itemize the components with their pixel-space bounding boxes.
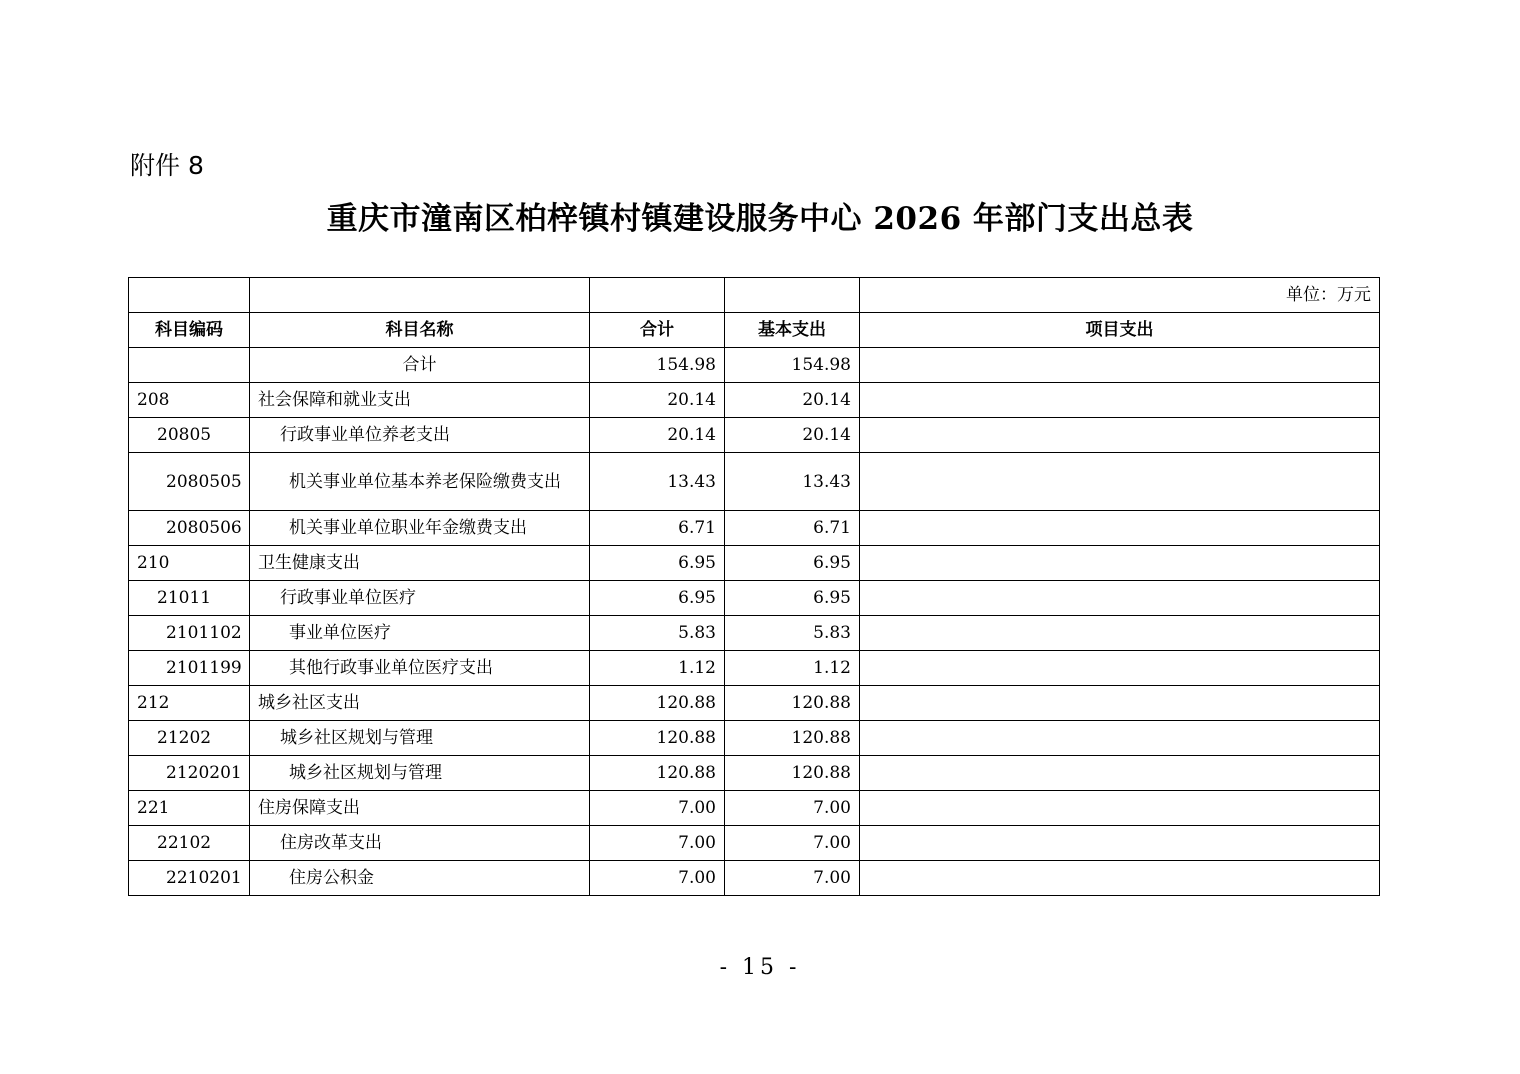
unit-label: 单位：万元 — [860, 278, 1380, 313]
row-basic: 1.12 — [725, 651, 860, 686]
row-code: 2101199 — [129, 651, 250, 686]
row-basic: 7.00 — [725, 791, 860, 826]
row-total: 1.12 — [590, 651, 725, 686]
row-code: 2080505 — [129, 453, 250, 511]
row-basic: 13.43 — [725, 453, 860, 511]
row-total: 13.43 — [590, 453, 725, 511]
table-row — [129, 791, 1380, 826]
row-name: 机关事业单位基本养老保险缴费支出 — [250, 453, 590, 511]
table-row — [129, 651, 1380, 686]
row-project — [860, 418, 1380, 453]
row-basic: 20.14 — [725, 418, 860, 453]
row-name: 城乡社区规划与管理 — [250, 721, 590, 756]
table-row — [129, 581, 1380, 616]
total-row — [129, 348, 1380, 383]
row-basic: 6.95 — [725, 546, 860, 581]
row-project — [860, 546, 1380, 581]
table-row — [129, 756, 1380, 791]
row-name: 卫生健康支出 — [250, 546, 590, 581]
row-code: 21011 — [129, 581, 250, 616]
table-row — [129, 453, 1380, 511]
page-number: - 15 - — [719, 955, 801, 980]
table-row — [129, 686, 1380, 721]
row-total: 20.14 — [590, 418, 725, 453]
row-project — [860, 861, 1380, 896]
row-code: 212 — [129, 686, 250, 721]
table-row — [129, 861, 1380, 896]
header-name: 科目名称 — [250, 313, 590, 348]
total-project — [860, 348, 1380, 383]
row-name: 其他行政事业单位医疗支出 — [250, 651, 590, 686]
row-total: 5.83 — [590, 616, 725, 651]
row-total: 7.00 — [590, 791, 725, 826]
row-basic: 20.14 — [725, 383, 860, 418]
row-name: 行政事业单位医疗 — [250, 581, 590, 616]
table-row — [129, 383, 1380, 418]
row-name: 社会保障和就业支出 — [250, 383, 590, 418]
row-total: 7.00 — [590, 826, 725, 861]
row-basic: 120.88 — [725, 686, 860, 721]
row-code: 2210201 — [129, 861, 250, 896]
row-basic: 7.00 — [725, 861, 860, 896]
total-name: 合计 — [250, 348, 590, 383]
row-project — [860, 651, 1380, 686]
row-code: 22102 — [129, 826, 250, 861]
row-basic: 5.83 — [725, 616, 860, 651]
row-total: 6.71 — [590, 511, 725, 546]
table-row — [129, 721, 1380, 756]
expenditure-table — [128, 277, 1380, 896]
total-basic: 154.98 — [725, 348, 860, 383]
row-project — [860, 383, 1380, 418]
row-code: 210 — [129, 546, 250, 581]
row-project — [860, 686, 1380, 721]
row-total: 120.88 — [590, 756, 725, 791]
header-row — [129, 313, 1380, 348]
row-basic: 7.00 — [725, 826, 860, 861]
row-code: 221 — [129, 791, 250, 826]
row-code: 2101102 — [129, 616, 250, 651]
page-title: 重庆市潼南区柏梓镇村镇建设服务中心 2026 年部门支出总表 — [326, 201, 1194, 237]
table-row — [129, 511, 1380, 546]
table-row — [129, 418, 1380, 453]
row-code: 20805 — [129, 418, 250, 453]
row-total: 120.88 — [590, 686, 725, 721]
table-row — [129, 546, 1380, 581]
row-code: 208 — [129, 383, 250, 418]
row-code: 21202 — [129, 721, 250, 756]
row-project — [860, 791, 1380, 826]
header-code: 科目编码 — [129, 313, 250, 348]
row-basic: 120.88 — [725, 756, 860, 791]
row-project — [860, 511, 1380, 546]
row-project — [860, 616, 1380, 651]
row-name: 事业单位医疗 — [250, 616, 590, 651]
row-name: 住房保障支出 — [250, 791, 590, 826]
row-basic: 6.95 — [725, 581, 860, 616]
total-amount: 154.98 — [590, 348, 725, 383]
row-code: 2080506 — [129, 511, 250, 546]
header-total: 合计 — [590, 313, 725, 348]
row-name: 住房改革支出 — [250, 826, 590, 861]
row-total: 7.00 — [590, 861, 725, 896]
row-basic: 120.88 — [725, 721, 860, 756]
row-project — [860, 756, 1380, 791]
row-total: 6.95 — [590, 581, 725, 616]
row-name: 行政事业单位养老支出 — [250, 418, 590, 453]
row-project — [860, 721, 1380, 756]
row-project — [860, 826, 1380, 861]
table-row — [129, 616, 1380, 651]
unit-row — [129, 278, 1380, 313]
row-total: 120.88 — [590, 721, 725, 756]
attachment-label: 附件 8 — [130, 151, 204, 180]
row-project — [860, 453, 1380, 511]
row-total: 20.14 — [590, 383, 725, 418]
row-project — [860, 581, 1380, 616]
row-name: 机关事业单位职业年金缴费支出 — [250, 511, 590, 546]
row-code: 2120201 — [129, 756, 250, 791]
header-project: 项目支出 — [860, 313, 1380, 348]
row-total: 6.95 — [590, 546, 725, 581]
row-name: 住房公积金 — [250, 861, 590, 896]
row-basic: 6.71 — [725, 511, 860, 546]
table-row — [129, 826, 1380, 861]
header-basic: 基本支出 — [725, 313, 860, 348]
row-name: 城乡社区支出 — [250, 686, 590, 721]
row-name: 城乡社区规划与管理 — [250, 756, 590, 791]
